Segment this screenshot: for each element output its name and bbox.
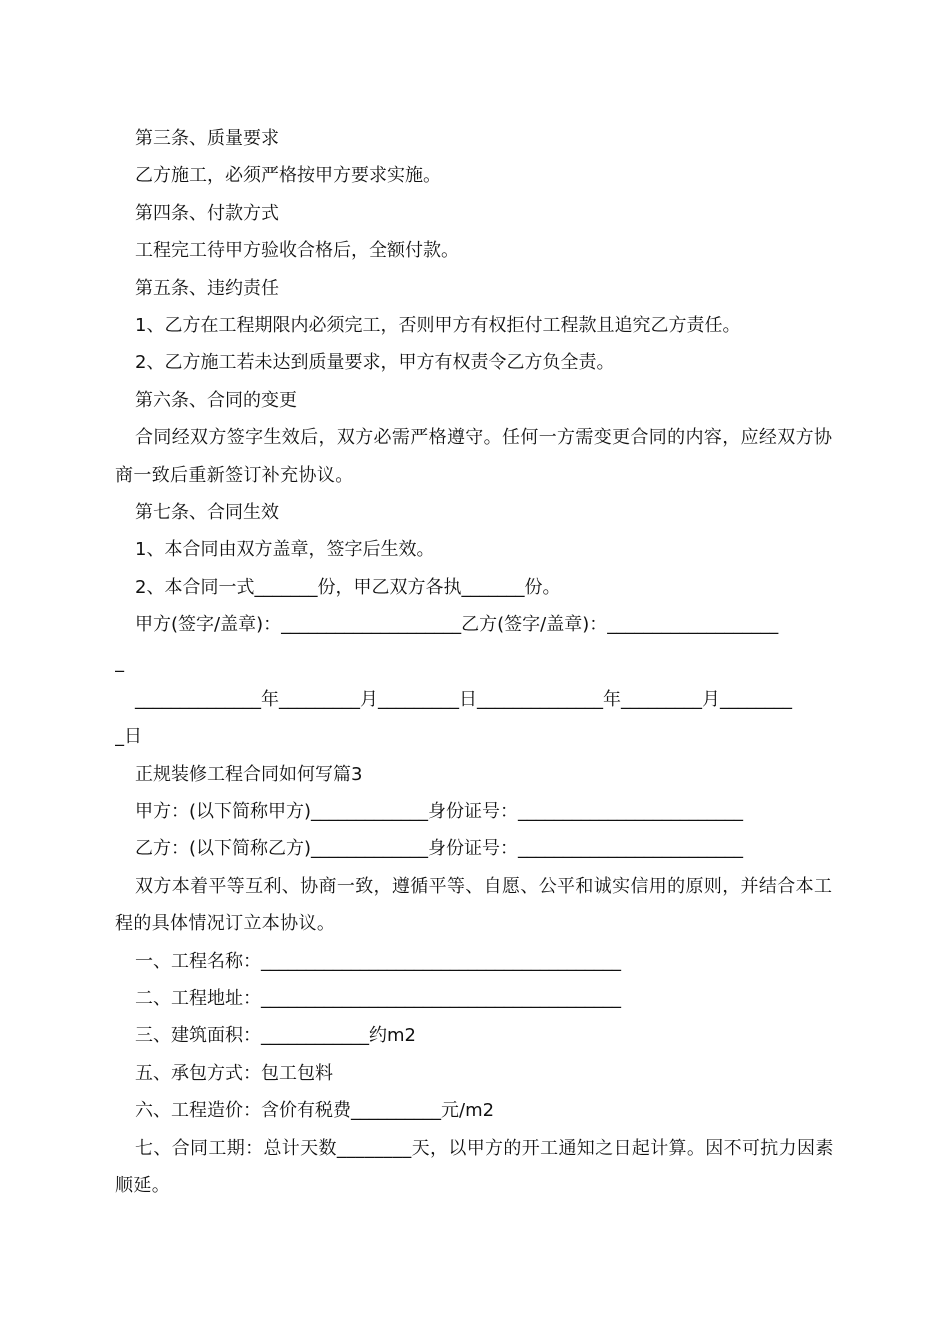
clause-heading-liability: 第五条、违约责任 [135, 277, 279, 299]
building-area-line: 三、建筑面积：____________约m2 [135, 1025, 416, 1047]
paragraph: 乙方施工，必须严格按甲方要求实施。 [135, 165, 441, 187]
clause-heading-quality: 第三条、质量要求 [135, 128, 279, 149]
project-address-line: 二、工程地址：________________________________________ [135, 988, 621, 1010]
date-line-overflow: _日 [115, 726, 142, 748]
paragraph: 1、本合同由双方盖章，签字后生效。 [135, 539, 435, 561]
paragraph: 工程完工待甲方验收合格后，全额付款。 [135, 240, 459, 262]
date-line: ______________年_________月_________日______________年_________月________ [135, 688, 792, 710]
signature-line-overflow: _ [115, 651, 124, 673]
paragraph: 双方本着平等互利、协商一致，遵循平等、自愿、公平和诚实信用的原则，并结合本工程的具体情况订立本协议。 [115, 875, 833, 935]
paragraph: 2、乙方施工若未达到质量要求，甲方有权责令乙方负全责。 [135, 352, 615, 374]
clause-heading-change: 第六条、合同的变更 [135, 389, 297, 411]
project-cost-line: 六、工程造价：含价有税费__________元/m2 [135, 1100, 495, 1122]
party-a-line: 甲方：(以下简称甲方)_____________身份证号：_________________________ [135, 801, 744, 823]
clause-heading-payment: 第四条、付款方式 [135, 202, 279, 224]
contract-period-paragraph: 七、合同工期：总计天数________天，以甲方的开工通知之日起计算。因不可抗力因素顺延。 [115, 1137, 834, 1197]
party-b-line: 乙方：(以下简称乙方)_____________身份证号：_________________________ [135, 838, 744, 860]
paragraph: 2、本合同一式_______份，甲乙双方各执_______份。 [135, 576, 561, 598]
project-name-line: 一、工程名称：________________________________________ [135, 950, 621, 972]
paragraph: 1、乙方在工程期限内必须完工，否则甲方有权拒付工程款且追究乙方责任。 [135, 314, 741, 336]
clause-heading-effect: 第七条、合同生效 [135, 501, 279, 523]
section-title: 正规装修工程合同如何写篇3 [135, 763, 363, 785]
paragraph: 合同经双方签字生效后，双方必需严格遵守。任何一方需变更合同的内容，应经双方协商一致后重新签订补充协议。 [115, 427, 833, 486]
contract-method-line: 五、承包方式：包工包料 [135, 1062, 333, 1084]
signature-line: 甲方(签字/盖章)：____________________乙方(签字/盖章)：___________________ [135, 614, 779, 636]
document-body [115, 120, 837, 1204]
